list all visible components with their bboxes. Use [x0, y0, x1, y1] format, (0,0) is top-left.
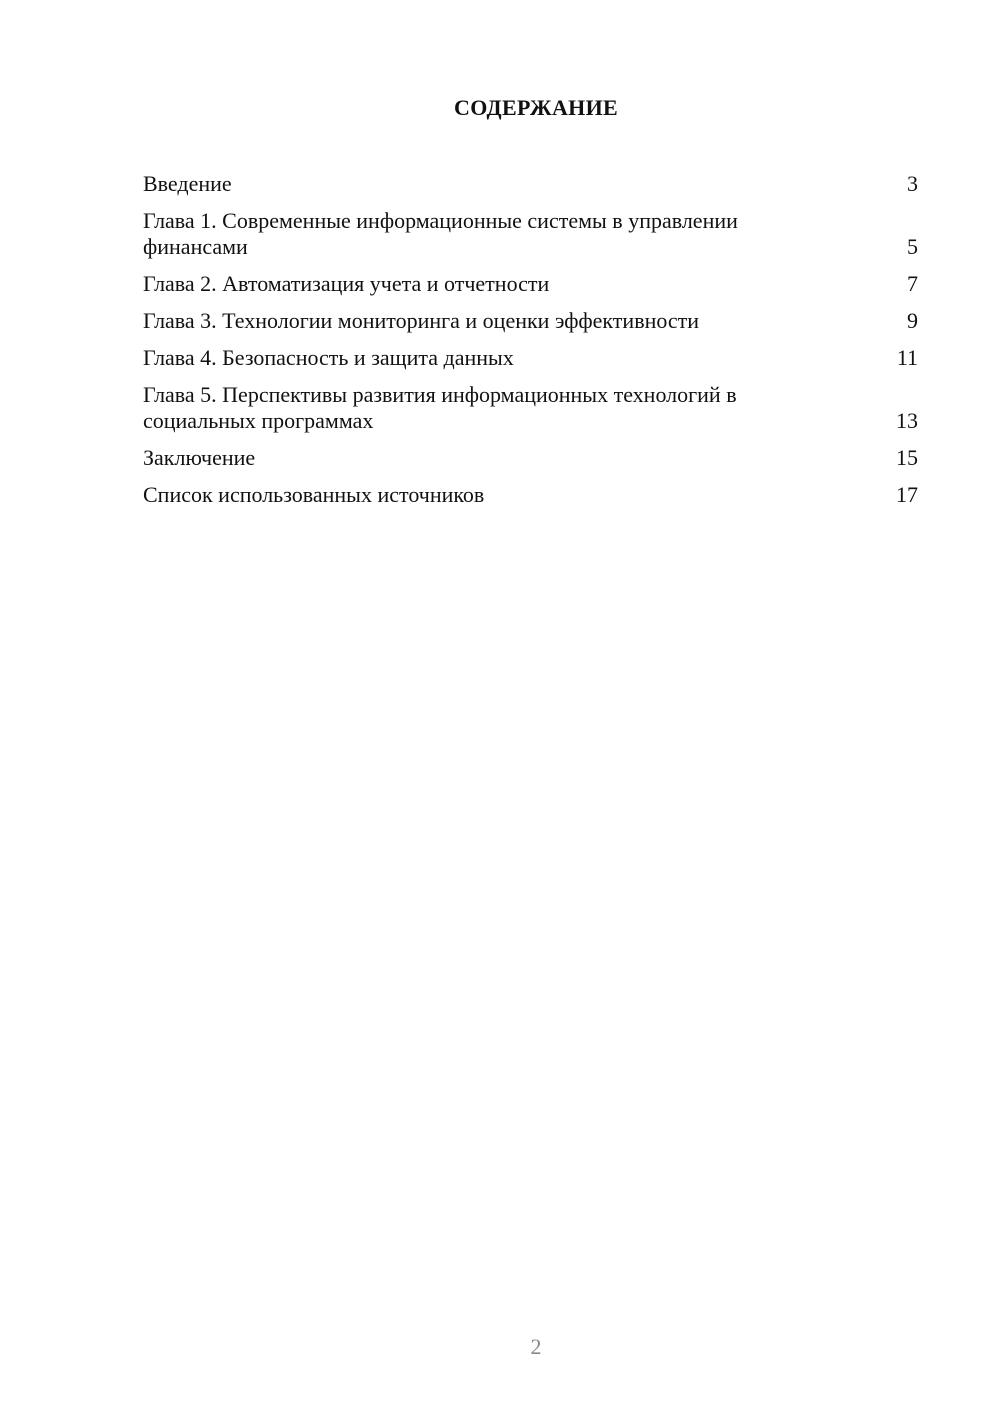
toc-entry-page: 15	[896, 445, 918, 470]
table-of-contents	[143, 171, 918, 519]
toc-entry-page: 9	[907, 308, 918, 333]
toc-entry-page: 17	[896, 482, 918, 507]
page-number: 2	[530, 1334, 542, 1359]
toc-entry	[143, 208, 918, 260]
toc-entry	[143, 271, 918, 297]
toc-entry	[143, 382, 918, 434]
toc-entry-page: 11	[896, 345, 918, 370]
toc-entry	[143, 345, 918, 371]
toc-entry-title: Заключение	[143, 445, 256, 470]
toc-entry	[143, 308, 918, 334]
toc-entry-title: Глава 1. Современные информационные системы в управлении финансами	[143, 208, 738, 259]
toc-entry	[143, 445, 918, 471]
toc-entry	[143, 482, 918, 508]
toc-entry-title: Глава 4. Безопасность и защита данных	[143, 345, 514, 370]
toc-entry-page: 5	[907, 234, 918, 259]
toc-entry-page: 13	[896, 408, 918, 433]
toc-entry-page: 7	[907, 271, 918, 296]
page-title: СОДЕРЖАНИЕ	[454, 95, 618, 120]
toc-entry-title: Глава 3. Технологии мониторинга и оценки эффективности	[143, 308, 700, 333]
toc-entry	[143, 171, 918, 197]
toc-entry-title: Глава 2. Автоматизация учета и отчетности	[143, 271, 550, 296]
toc-entry-title: Глава 5. Перспективы развития информационных технологий в социальных программах	[143, 382, 737, 433]
toc-entry-title: Введение	[143, 171, 232, 196]
toc-entry-page: 3	[907, 171, 918, 196]
toc-entry-title: Список использованных источников	[143, 482, 485, 507]
